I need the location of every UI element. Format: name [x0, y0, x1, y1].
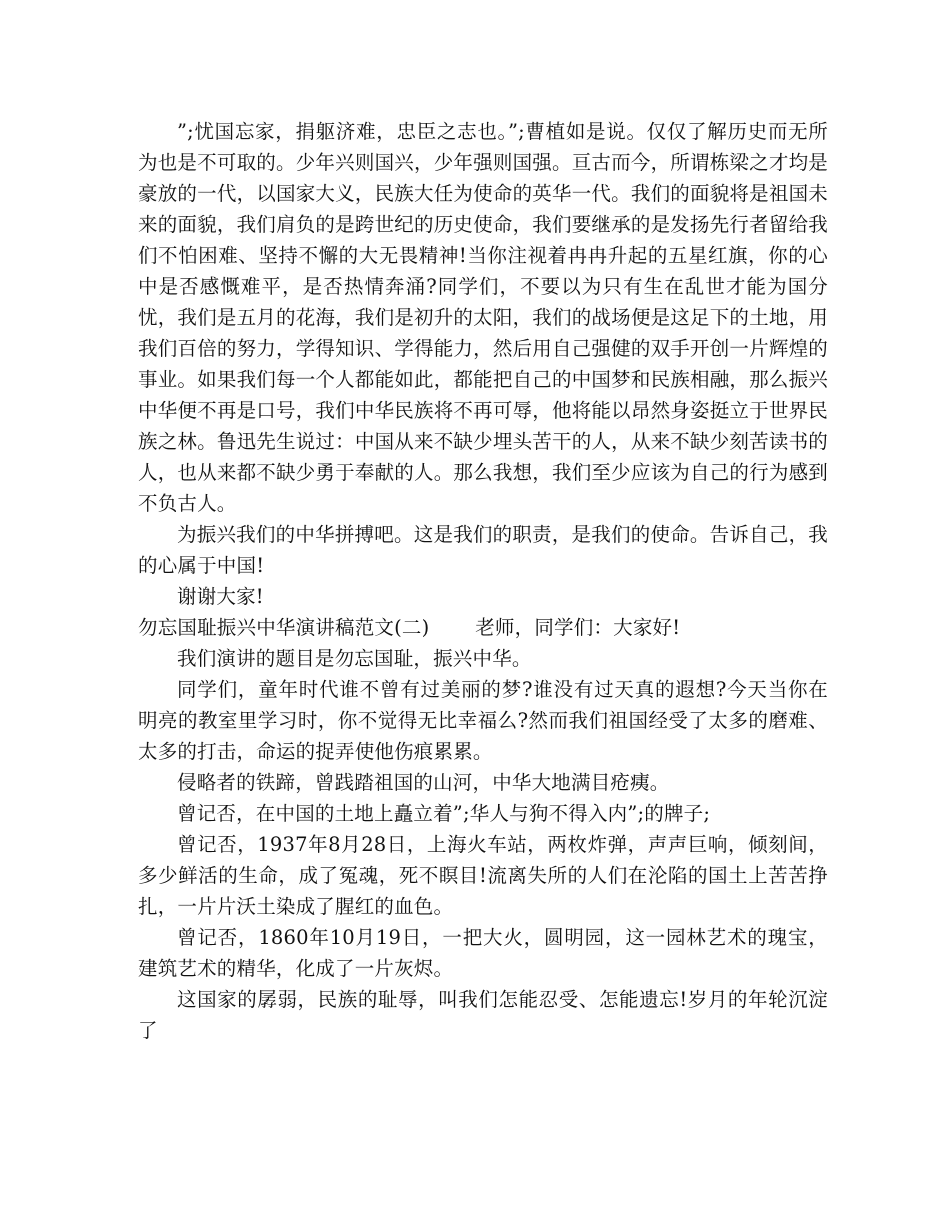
paragraph-10: 曾记否，1860年10月19日，一把大火，圆明园，这一园林艺术的瑰宝，建筑艺术的精华，化成了一片灰烬。: [138, 926, 828, 980]
paragraph-11: 这国家的孱弱，民族的耻辱，叫我们怎能忍受、怎能遗忘!岁月的年轮沉淀了: [138, 988, 828, 1042]
paragraph-6: 同学们，童年时代谁不曾有过美丽的梦?谁没有过天真的遐想?今天当你在明亮的教室里学习时，你不觉得无比幸福么?然而我们祖国经受了太多的磨难、太多的打击，命运的捉弄使他伤痕累累。: [138, 678, 828, 763]
paragraph-8: 曾记否，在中国的土地上矗立着”;华人与狗不得入内”;的牌子;: [177, 802, 711, 825]
paragraph-2: 为振兴我们的中华拼搏吧。这是我们的职责，是我们的使命。告诉自己，我的心属于中国!: [138, 523, 828, 577]
paragraph-3: 谢谢大家!: [177, 585, 264, 608]
paragraph-7: 侵略者的铁蹄，曾践踏祖国的山河，中华大地满目疮痍。: [177, 771, 670, 794]
document-body: [138, 116, 828, 1046]
paragraph-1: ”;忧国忘家，捐躯济难，忠臣之志也。”;曹植如是说。仅仅了解历史而无所为也是不可取的。少年兴则国兴，少年强则国强。亘古而今，所谓栋梁之才均是豪放的一代，以国家大义，民族大任为使命的英华一代。我们的面貌将是祖国未来的面貌，我们肩负的是跨世纪的历史使命，我们要继承的是发扬先行者留给我们不怕困难、坚持不懈的大无畏精神!当你注视着冉冉升起的五星红旗，你的心中是否感慨难平，是否热情奔涌?同学们，不要以为只有生在乱世才能为国分忧，我们是五月的花海，我们是初升的太阳，我们的战场便是这足下的土地，用我们百倍的努力，学得知识、学得能力，然后用自己强健的双手开创一片辉煌的事业。如果我们每一个人都能如此，都能把自己的中国梦和民族相融，那么振兴中华便不再是口号，我们中华民族将不再可辱，他将能以昂然身姿挺立于世界民族之林。鲁迅先生说过：中国从来不缺少埋头苦干的人，从来不缺少刻苦读书的人，也从来都不缺少勇于奉献的人。那么我想，我们至少应该为自己的行为感到不负古人。: [138, 120, 828, 515]
paragraph-9: 曾记否，1937年8月28日，上海火车站，两枚炸弹，声声巨响，倾刻间，多少鲜活的生命，成了冤魂，死不瞑目!流离失所的人们在沦陷的国土上苦苦挣扎，一片片沃土染成了腥红的血色。: [138, 833, 828, 918]
section-heading: 勿忘国耻振兴中华演讲稿范文(二) 老师，同学们：大家好!: [138, 616, 681, 639]
paragraph-5: 我们演讲的题目是勿忘国耻，振兴中华。: [177, 647, 532, 670]
